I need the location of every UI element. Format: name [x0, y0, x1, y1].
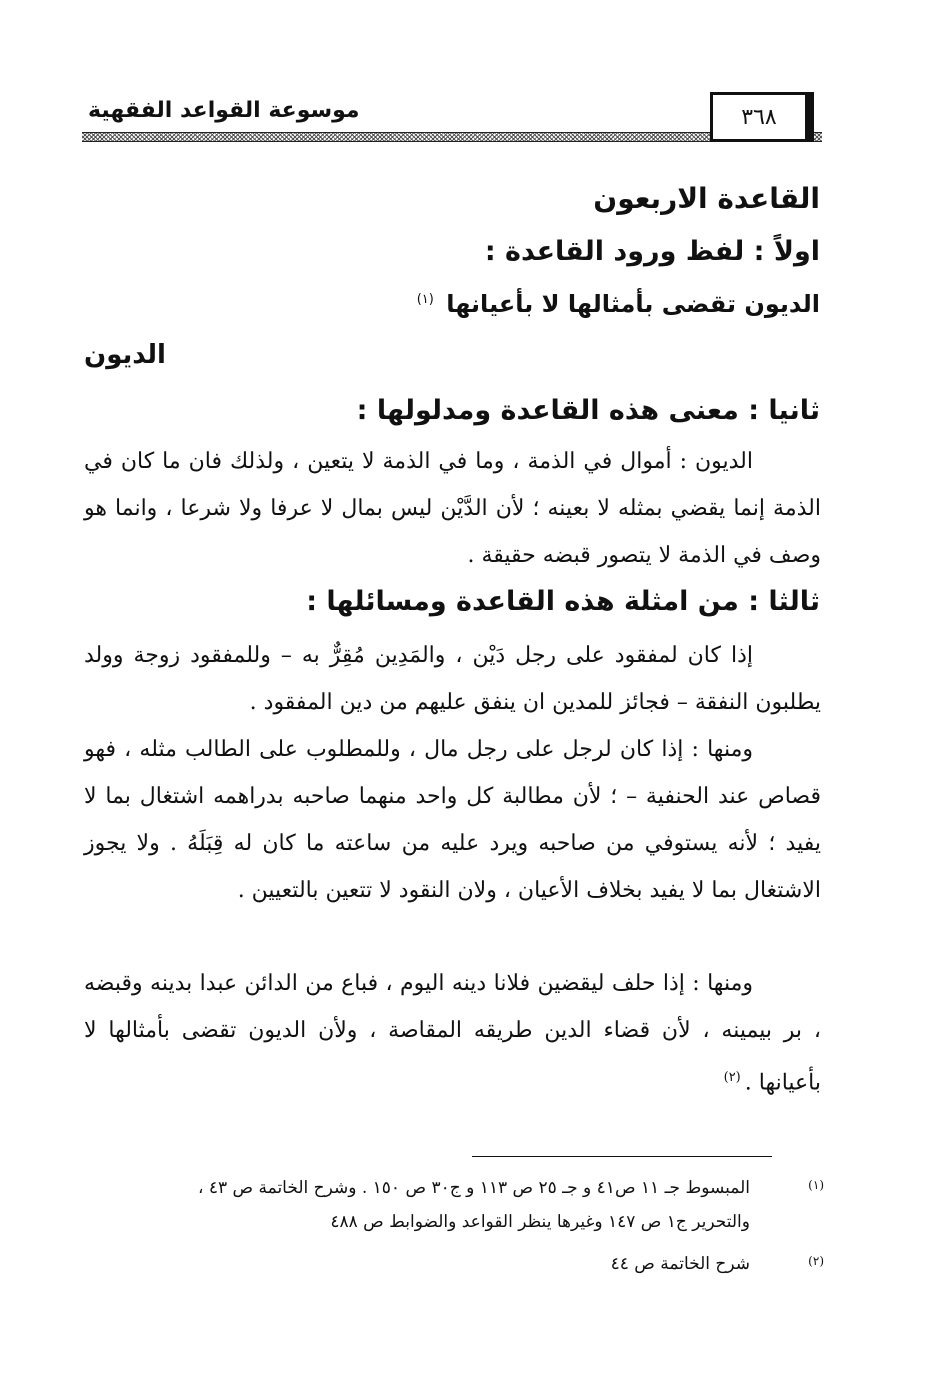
- paragraph-example-3-text: ومنها : إذا حلف ليقضين فلانا دينه اليوم ، فباع من الدائن عبدا بدينه وقبضه ، بر بيمينه ، لأن قضاء الدين طريقه المقاصة ، ولأن الديون تقضى بأمثالها لا بأعيانها .: [84, 971, 821, 1096]
- heading-rule-wording: اولاً : لفظ ورود القاعدة :: [484, 236, 820, 267]
- rule-statement: [417, 290, 820, 318]
- rule-title: القاعدة الاربعون: [593, 182, 820, 215]
- footnote-1-line-1: المبسوط جـ ١١ ص٤١ و جـ ٢٥ ص ١١٣ و ج٣٠ ص ١٥٠ . وشرح الخاتمة ص ٤٣ ،: [197, 1178, 750, 1198]
- footnote-2-line-1: شرح الخاتمة ص ٤٤: [610, 1254, 750, 1274]
- page-header: [82, 92, 822, 152]
- side-keyword: الديون: [84, 340, 166, 370]
- rule-text: الديون تقضى بأمثالها لا بأعيانها: [446, 290, 820, 318]
- paragraph-example-3: [84, 960, 821, 1106]
- footnote-ref-1: (١): [416, 292, 434, 307]
- footnote-mark-1: (١): [808, 1178, 824, 1192]
- paragraph-example-2: ومنها : إذا كان لرجل على رجل مال ، وللمطلوب على الطالب مثله ، فهو قصاص عند الحنفية – ؛ لأن مطالبة كل واحد منهما صاحبه بدراهمه اشتغال بما لا يفيد ؛ لأنه يستوفي من صاحبه ويرد عليه من ساعته ما كان له قِبَلَهُ . ولا يجوز الاشتغال بما لا يفيد بخلاف الأعيان ، ولان النقود لا تتعين بالتعيين .: [84, 737, 821, 903]
- heading-meaning: ثانيا : معنى هذه القاعدة ومدلولها :: [356, 395, 820, 426]
- paragraph-example-1: إذا كان لمفقود على رجل دَيْن ، والمَدِين مُقِرٌّ به – وللمفقود زوجة وولد يطلبون النفقة – فجائز للمدين ان ينفق عليهم من دين المفقود .: [84, 643, 821, 715]
- footnote-ref-2: (٢): [723, 1070, 741, 1085]
- heading-examples: ثالثا : من امثلة هذه القاعدة ومسائلها :: [306, 586, 820, 617]
- footnote-1-line-2: والتحرير ج١ ص ١٤٧ وغيرها ينظر القواعد والضوابط ص ٤٨٨: [330, 1212, 750, 1232]
- footnote-mark-2: (٢): [808, 1254, 824, 1268]
- footnote-divider: [472, 1156, 772, 1157]
- paragraph-meaning: الديون : أموال في الذمة ، وما في الذمة لا يتعين ، ولذلك فان ما كان في الذمة إنما يقضي بمثله لا بعينه ؛ لأن الدَّيْن ليس بمال لا عرفا ولا شرعا ، وانما هو وصف في الذمة لا يتصور قبضه حقيقة .: [84, 449, 821, 568]
- running-title: موسوعة القواعد الفقهية: [88, 98, 360, 123]
- page-number: ٣٦٨: [710, 92, 814, 142]
